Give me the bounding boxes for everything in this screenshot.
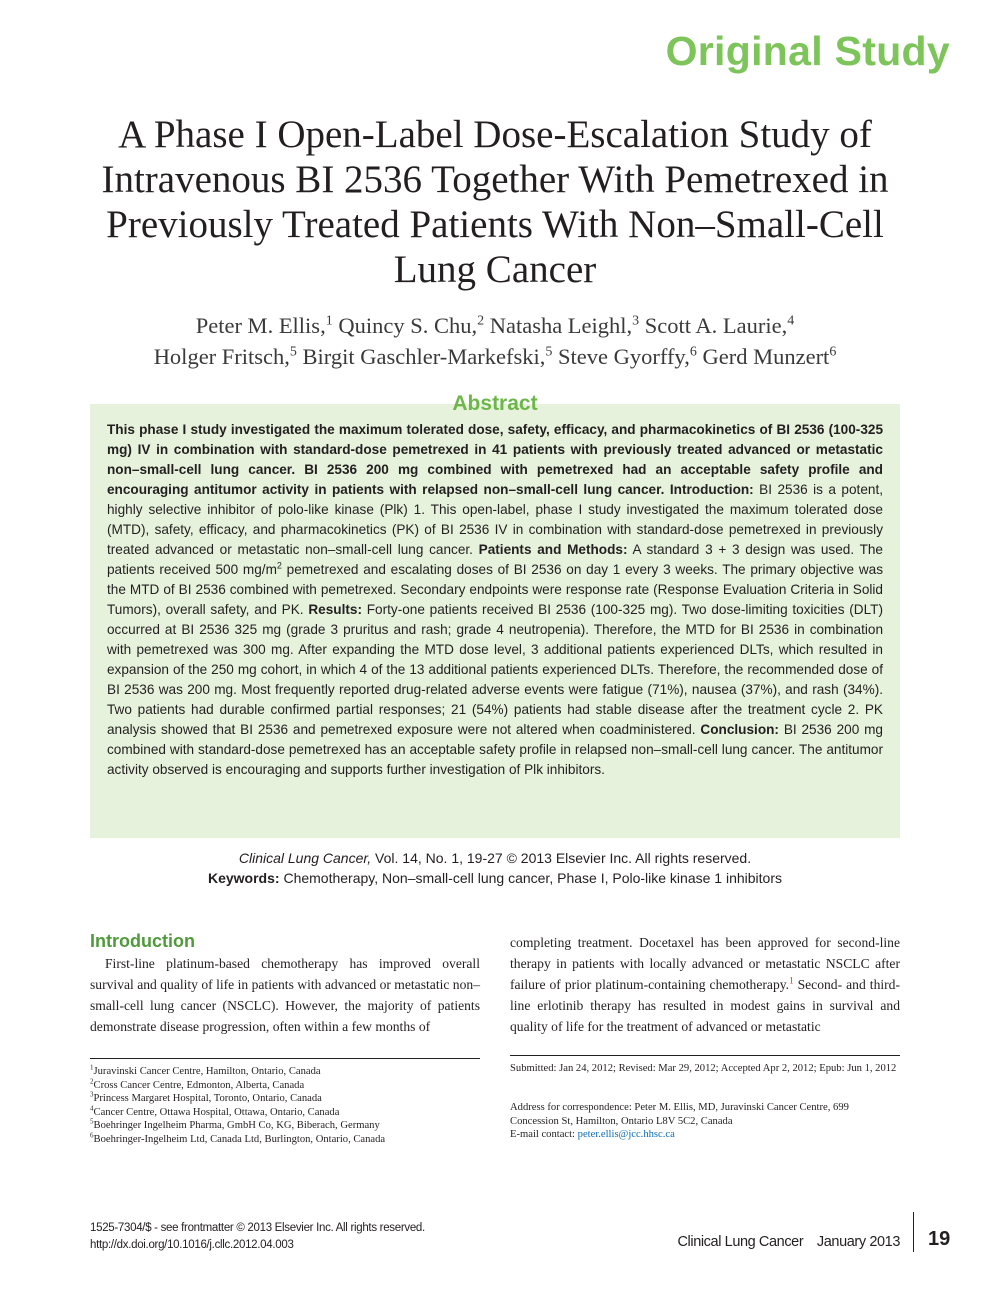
footnote-rule-left — [90, 1058, 480, 1059]
citation-journal: Clinical Lung Cancer, — [238, 850, 372, 866]
correspondence — [510, 1101, 900, 1142]
affiliation: $^1$Juravinski Cancer Centre, Hamilton, Ontario, Canada — [90, 1063, 321, 1077]
abstract-methods-label: Patients and Methods: — [478, 542, 628, 557]
abstract-intro-label: Introduction: — [669, 482, 754, 497]
citation-details: Vol. 14, No. 1, 19-27 © 2013 Elsevier Inc. All rights reserved. — [375, 850, 752, 866]
affiliation: $^6$Boehringer-Ingelheim Ltd, Canada Ltd, Burlington, Ontario, Canada — [90, 1130, 386, 1145]
email-link[interactable]: peter.ellis@jcc.hhsc.ca — [577, 1129, 675, 1140]
doi-link[interactable]: http://dx.doi.org/10.1016/j.cllc.2012.04.003 — [90, 1239, 294, 1251]
keywords-text: Chemotherapy, Non–small-cell lung cancer, Phase I, Polo-like kinase 1 inhibitors — [283, 870, 782, 886]
author: Peter M. Ellis,$^1$ — [195, 313, 333, 338]
author: Scott A. Laurie,$^4$ — [644, 313, 795, 338]
abstract-summary: This phase I study investigated the maximum tolerated dose, safety, efficacy, and pharmacokinetics of BI 2536 (100-325 mg) IV in combination with standard-dose pemetrexed in 41 patients with previously treated advanced or metastatic non–small-cell lung cancer. BI 2536 200 mg combined with pemetrexed had an acceptable safety profile and encouraging antitumor activity in patients with relapsed non–small-cell lung cancer. — [107, 422, 883, 497]
abstract-results-label: Results: — [308, 602, 362, 617]
page-number: 19 — [928, 1228, 951, 1250]
author-list — [60, 310, 930, 372]
abstract-body — [107, 420, 883, 780]
affiliation: $^5$Boehringer Ingelheim Pharma, GmbH Co, KG, Biberach, Germany — [90, 1117, 380, 1131]
footer-copyright-block — [90, 1220, 425, 1254]
author: Natasha Leighl,$^3$ — [489, 313, 640, 338]
author: Holger Fritsch,$^5$ — [153, 344, 297, 369]
abstract-methods-text: A standard 3 + 3 design was used. The patients received 500 $mg/m^2$ pemetrexed and escalating doses of BI 2536 on day 1 every 3 weeks. The primary objective was the MTD of BI 2536 combined with pemetrexed. Secondary endpoints were response rate (Response Evaluation Criteria in Solid Tumors), overall safety, and PK. — [107, 542, 883, 617]
author: Quincy S. Chu,$^2$ — [338, 313, 485, 338]
introduction-right-column: completing treatment. Docetaxel has been approved for second-line therapy in patients with locally advanced or metastatic NSCLC after failure of prior platinum-containing chemotherapy.$^1$ Second- and third-line erlotinib therapy has resulted in modest gains in survival and quality of life for the treatment of advanced or metastatic — [510, 935, 900, 1034]
author: Birgit Gaschler-Markefski,$^5$ — [302, 344, 553, 369]
footer-date: January 2013 — [816, 1234, 900, 1250]
footer-journal-name: Clinical Lung Cancer — [677, 1234, 804, 1250]
article-title: A Phase I Open-Label Dose-Escalation Study of Intravenous BI 2536 Together With Pemetrexed in Previously Treated Patients With Non–Small-Cell Lung Cancer — [101, 113, 889, 291]
affiliation: $^2$Cross Cancer Centre, Edmonton, Alberta, Canada — [90, 1076, 305, 1091]
correspondence-address: Address for correspondence: Peter M. Ellis, MD, Juravinski Cancer Centre, 699 Concession St, Hamilton, Ontario L8V 5C2, Canada — [510, 1102, 849, 1127]
footnote-rule-right — [510, 1055, 900, 1056]
keywords-line — [60, 868, 930, 888]
keywords-label: Keywords: — [207, 870, 280, 886]
affiliations — [90, 1065, 480, 1146]
introduction-heading: Introduction — [90, 931, 195, 951]
footer-divider — [913, 1212, 914, 1252]
submission-dates: Submitted: Jan 24, 2012; Revised: Mar 29, 2012; Accepted Apr 2, 2012; Epub: Jun 1, 2012 — [510, 1063, 897, 1074]
author: Steve Gyorffy,$^6$ — [558, 344, 697, 369]
affiliation: $^4$Cancer Centre, Ottawa Hospital, Ottawa, Ontario, Canada — [90, 1103, 340, 1118]
abstract-conclusion-text: BI 2536 200 mg combined with standard-dose pemetrexed has an acceptable safety profile in relapsed non–small-cell lung cancer. The antitumor activity observed is encouraging and supports further investigation of Plk inhibitors. — [107, 722, 883, 777]
issn-line: 1525-7304/$ - see frontmatter © 2013 Elsevier Inc. All rights reserved. — [90, 1222, 425, 1234]
reference-link[interactable]: 1 — [789, 975, 794, 986]
abstract-intro-text: BI 2536 is a potent, highly selective inhibitor of polo-like kinase (Plk) 1. This open-label, phase I study investigated the maximum tolerated dose (MTD), safety, efficacy, and pharmacokinetics (PK) of BI 2536 IV in combination with standard-dose pemetrexed in previously treated advanced or metastatic non–small-cell lung cancer. — [107, 482, 883, 557]
footer-journal — [677, 1234, 900, 1250]
abstract-heading: Abstract — [452, 392, 538, 415]
section-label: Original Study — [665, 28, 950, 74]
citation-line — [60, 848, 930, 868]
email-label: E-mail contact: — [510, 1129, 576, 1140]
affiliation: $^3$Princess Margaret Hospital, Toronto, Ontario, Canada — [90, 1090, 322, 1104]
author: Gerd Munzert$^6$ — [702, 344, 837, 369]
abstract-results-text: Forty-one patients received BI 2536 (100-325 mg). Two dose-limiting toxicities (DLT) occurred at BI 2536 325 mg (grade 3 pruritus and rash; grade 4 neutropenia). Therefore, the MTD for BI 2536 in combination with pemetrexed was 300 mg. After expanding the MTD dose level, 3 additional patients experienced DLTs, which resulted in expansion of the 250 mg cohort, in which 4 of the 13 additional patients experienced DLTs. Therefore, the recommended dose of BI 2536 was 200 mg. Most frequently reported drug-related adverse events were fatigue (71%), nausea (37%), and rash (34%). Two patients had durable confirmed partial responses; 21 (54%) patients had stable disease after the treatment cycle 2. PK analysis showed that BI 2536 and pemetrexed exposure were not altered when coadministered. — [107, 602, 884, 737]
abstract-conclusion-label: Conclusion: — [700, 722, 779, 737]
introduction-left-column: First-line platinum-based chemotherapy has improved overall survival and quality of life in patients with advanced or metastatic non–small-cell lung cancer (NSCLC). However, the majority of patients demonstrate disease progression, often within a few months of — [90, 956, 480, 1034]
